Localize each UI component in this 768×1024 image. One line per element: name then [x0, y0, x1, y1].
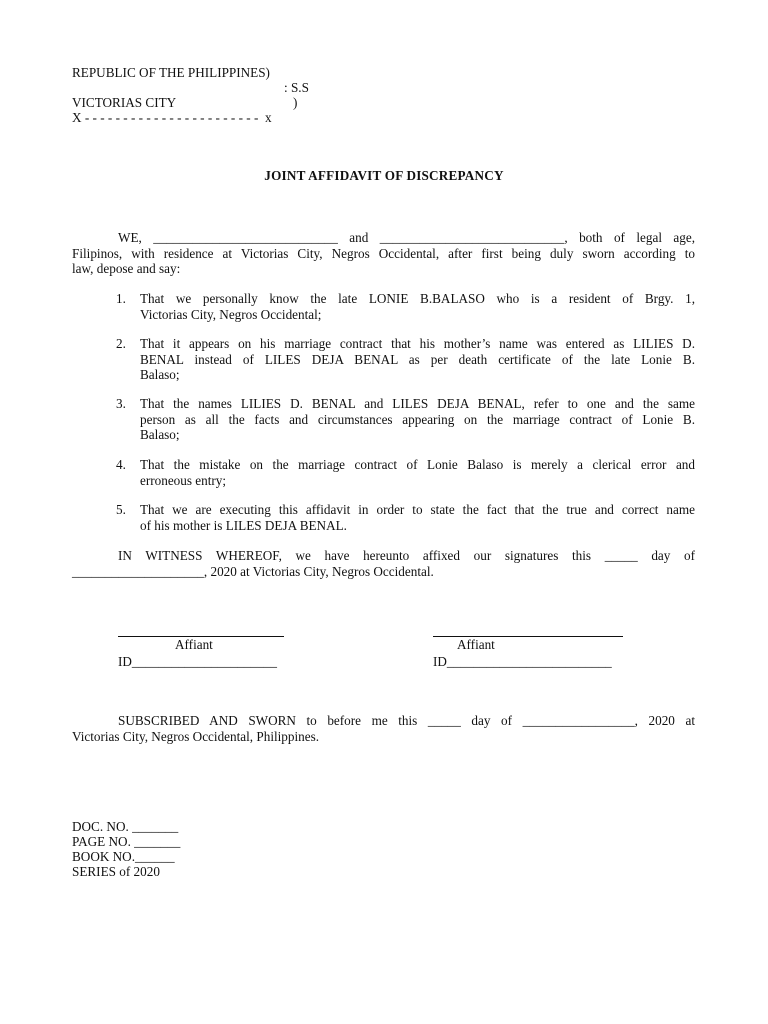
venue-republic: REPUBLIC OF THE PHILIPPINES) — [72, 65, 270, 80]
item-3-number: 3. — [116, 396, 126, 411]
item-4-line-1: That the mistake on the marriage contract of Lonie Balaso is merely a clerical error and — [140, 457, 695, 472]
item-1-number: 1. — [116, 291, 126, 306]
item-2-line-3: Balaso; — [140, 367, 180, 382]
intro-line-1: WE, ____________________________ and ____________________________, both of legal age, — [118, 230, 695, 245]
document-title: JOINT AFFIDAVIT OF DISCREPANCY — [264, 168, 504, 183]
item-4-number: 4. — [116, 457, 126, 472]
item-5 — [140, 502, 695, 533]
venue-separator: X - - - - - - - - - - - - - - - - - - - - - - - x — [72, 110, 272, 125]
doc-no: DOC. NO. _______ — [72, 819, 179, 834]
item-3-line-1: That the names LILIES D. BENAL and LILES DEJA BENAL, refer to one and the same — [140, 396, 695, 411]
item-3 — [140, 396, 695, 443]
affiant-2-id: ID_________________________ — [433, 654, 612, 669]
series: SERIES of 2020 — [72, 864, 160, 879]
item-3-line-2: person as all the facts and circumstances appearing on the marriage contract of Lonie B. — [140, 411, 695, 427]
venue-city: VICTORIAS CITY — [72, 95, 177, 110]
affiant-1-label: Affiant — [175, 637, 213, 652]
page-no: PAGE NO. _______ — [72, 834, 181, 849]
item-5-number: 5. — [116, 502, 126, 517]
item-2-number: 2. — [116, 336, 126, 351]
item-2 — [140, 336, 695, 383]
item-2-line-2: BENAL instead of LILES DEJA BENAL as per death certificate of the late Lonie B. — [140, 351, 695, 367]
witness-line-2: ____________________, 2020 at Victorias City, Negros Occidental. — [72, 564, 434, 579]
subscribed-line-2: Victorias City, Negros Occidental, Philippines. — [72, 729, 320, 744]
item-3-line-3: Balaso; — [140, 427, 180, 442]
intro-line-3: law, depose and say: — [72, 261, 181, 276]
intro-line-2: Filipinos, with residence at Victorias City, Negros Occidental, after first being duly sworn according to — [72, 246, 695, 261]
item-1-line-2: Victorias City, Negros Occidental; — [140, 306, 322, 322]
venue-city-paren: ) — [293, 95, 298, 110]
subscribed-line-1: SUBSCRIBED AND SWORN to before me this _____ day of _________________, 2020 at — [118, 713, 695, 728]
affiant-1-id: ID______________________ — [118, 654, 277, 669]
item-1 — [140, 291, 695, 322]
item-5-line-2: of his mother is LILES DEJA BENAL. — [140, 517, 347, 533]
item-4 — [140, 457, 695, 488]
witness-line-1: IN WITNESS WHEREOF, we have hereunto affixed our signatures this _____ day of — [118, 548, 695, 563]
affiant-2-label: Affiant — [457, 637, 495, 652]
item-5-line-1: That we are executing this affidavit in order to state the fact that the true and correct name — [140, 502, 695, 517]
item-4-line-2: erroneous entry; — [140, 472, 227, 488]
item-1-line-1: That we personally know the late LONIE B.BALASO who is a resident of Brgy. 1, — [140, 291, 695, 306]
item-2-line-1: That it appears on his marriage contract that his mother’s name was entered as LILIES D. — [140, 336, 695, 351]
venue-ss: : S.S — [284, 80, 309, 95]
book-no: BOOK NO.______ — [72, 849, 175, 864]
